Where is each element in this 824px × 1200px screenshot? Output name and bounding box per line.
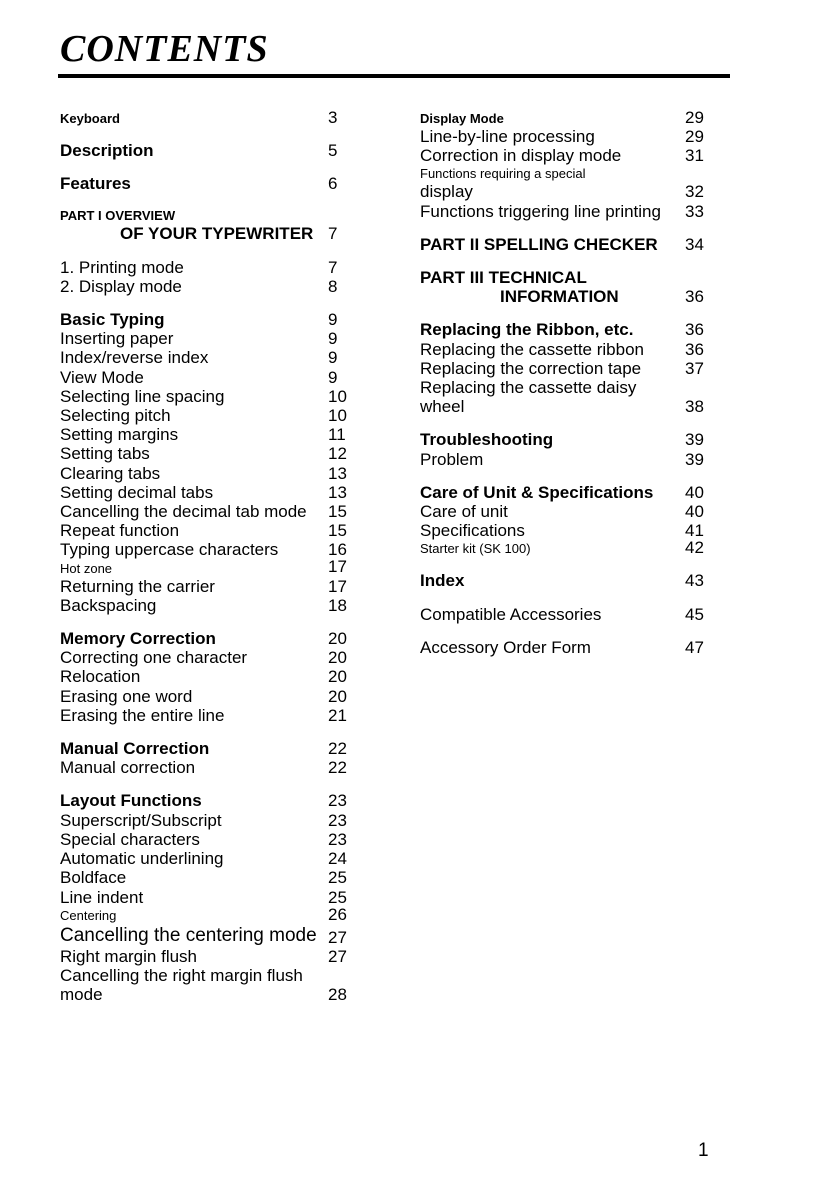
- toc-page-number: 47: [685, 637, 704, 657]
- page-number: 1: [698, 1140, 709, 1161]
- toc-entry: [60, 310, 368, 615]
- toc-entry: [420, 571, 725, 590]
- toc-page-number: 7: [328, 224, 338, 244]
- toc-page-number: 9: [328, 367, 338, 387]
- toc-page-number: 27: [328, 927, 347, 947]
- toc-line: Accessory Order Form: [420, 637, 591, 657]
- toc-line: Cancelling the right margin flush: [60, 965, 303, 985]
- toc-page-number: 29: [685, 127, 704, 146]
- toc-line: Superscript/Subscript: [60, 810, 222, 830]
- toc-page-number: 15: [328, 521, 347, 541]
- toc-page-number: 40: [685, 482, 704, 502]
- toc-line: Boldface: [60, 868, 127, 888]
- toc-line: Index: [420, 571, 465, 591]
- toc-page-number: 11: [328, 425, 346, 445]
- toc-line: Description: [60, 141, 154, 160]
- toc-line: PART II SPELLING CHECKER: [420, 234, 658, 254]
- toc-entry: [60, 207, 368, 243]
- toc-page-number: 8: [328, 276, 338, 296]
- toc-line: Layout Functions: [60, 791, 202, 811]
- toc-page-number: 22: [328, 758, 347, 778]
- toc-page-number: 28: [328, 985, 347, 1005]
- toc-line: Repeat function: [60, 521, 180, 541]
- toc-page-number: 20: [328, 667, 347, 687]
- toc-page-number: 21: [328, 705, 347, 725]
- toc-line: View Mode: [60, 367, 144, 387]
- toc-page-number: 27: [328, 946, 347, 966]
- toc-page-number: 40: [685, 502, 704, 522]
- toc-line: display: [420, 182, 473, 202]
- toc-page-number: 26: [328, 904, 347, 924]
- page-title: CONTENTS: [60, 28, 269, 70]
- toc-line: OF YOUR TYPEWRITER: [120, 224, 314, 244]
- toc-page-number: 10: [328, 406, 347, 426]
- toc-line: Manual Correction: [60, 739, 210, 759]
- toc-line: PART I OVERVIEW: [60, 208, 176, 224]
- toc-page-number: 45: [685, 604, 704, 624]
- toc-entry: [420, 605, 725, 624]
- toc-line: Compatible Accessories: [420, 604, 602, 624]
- toc-page-number: 7: [328, 257, 338, 277]
- toc-page-number: 33: [685, 201, 704, 221]
- toc-entry: [60, 629, 368, 725]
- toc-entry: [60, 174, 368, 193]
- toc-line: INFORMATION: [500, 287, 619, 307]
- toc-line: Care of unit: [420, 502, 508, 522]
- title-rule: [58, 74, 730, 78]
- toc-page-number: 23: [328, 791, 347, 811]
- toc-page-number: 36: [685, 320, 704, 340]
- toc-line: Keyboard: [60, 111, 120, 126]
- toc-line: Inserting paper: [60, 329, 174, 349]
- toc-line: Cancelling the centering mode: [60, 924, 317, 946]
- toc-page-number: 9: [328, 348, 338, 368]
- toc-line: Specifications: [420, 521, 525, 541]
- toc-page-number: 17: [328, 557, 347, 577]
- toc-entry: [60, 791, 368, 1004]
- toc-right-column: [420, 107, 725, 671]
- toc-entry: [420, 430, 725, 468]
- toc-line: Basic Typing: [60, 310, 165, 330]
- toc-line: Replacing the cassette daisy: [420, 378, 637, 398]
- toc-line: Typing uppercase characters: [60, 540, 279, 560]
- toc-line: Erasing the entire line: [60, 705, 225, 725]
- toc-page-number: 36: [685, 339, 704, 359]
- toc-left-column: [60, 107, 368, 1018]
- toc-line: Line-by-line processing: [420, 127, 595, 146]
- toc-line: Automatic underlining: [60, 849, 224, 869]
- toc-entry: [60, 258, 368, 296]
- toc-line: Index/reverse index: [60, 348, 209, 368]
- toc-line: Replacing the Ribbon, etc.: [420, 320, 634, 340]
- toc-page-number: 10: [328, 386, 347, 406]
- toc-line: Starter kit (SK 100): [420, 541, 531, 557]
- toc-line: Special characters: [60, 829, 200, 849]
- toc-line: Right margin flush: [60, 946, 198, 966]
- toc-entry: [420, 268, 725, 306]
- toc-page-number: 37: [685, 358, 704, 378]
- toc-line: Selecting line spacing: [60, 386, 225, 406]
- toc-line: Display Mode: [420, 111, 504, 126]
- toc-line: Erasing one word: [60, 686, 193, 706]
- toc-line: Line indent: [60, 887, 144, 907]
- toc-page-number: 29: [685, 107, 704, 127]
- toc-page-number: 41: [685, 521, 704, 541]
- toc-line: Correction in display mode: [420, 146, 622, 166]
- toc-line: Relocation: [60, 667, 141, 687]
- toc-entry: [420, 235, 725, 254]
- toc-page-number: 18: [328, 595, 347, 615]
- toc-page-number: 36: [685, 287, 704, 307]
- toc-page-number: 6: [328, 174, 338, 194]
- toc-entry: [60, 739, 368, 777]
- toc-page-number: 32: [685, 182, 704, 202]
- toc-entry: [60, 107, 368, 127]
- toc-page-number: 23: [328, 810, 347, 830]
- toc-line: Selecting pitch: [60, 406, 171, 426]
- toc-page-number: 43: [685, 571, 704, 591]
- toc-line: Features: [60, 174, 131, 194]
- toc-line: 1. Printing mode: [60, 257, 184, 277]
- toc-line: Returning the carrier: [60, 576, 215, 596]
- toc-entry: [420, 638, 725, 657]
- toc-page-number: 9: [328, 329, 338, 349]
- toc-page-number: 17: [328, 576, 347, 596]
- toc-page-number: 16: [328, 540, 347, 560]
- toc-line: Setting decimal tabs: [60, 482, 214, 502]
- toc-page-number: 5: [328, 141, 338, 160]
- toc-line: Hot zone: [60, 560, 113, 576]
- toc-page-number: 39: [685, 430, 704, 450]
- toc-page-number: 25: [328, 868, 347, 888]
- toc-page-number: 34: [685, 234, 704, 254]
- toc-page-number: 12: [328, 444, 347, 464]
- toc-page-number: 42: [685, 538, 704, 558]
- toc-line: Problem: [420, 449, 484, 469]
- toc-page-number: 20: [328, 648, 347, 668]
- toc-line: Memory Correction: [60, 629, 216, 649]
- toc-line: 2. Display mode: [60, 276, 182, 296]
- toc-entry: [420, 483, 725, 558]
- toc-page-number: 15: [328, 502, 347, 522]
- toc-line: Cancelling the decimal tab mode: [60, 502, 307, 522]
- toc-page-number: 23: [328, 829, 347, 849]
- toc-page-number: 3: [328, 107, 338, 127]
- toc-line: Replacing the correction tape: [420, 358, 642, 378]
- toc-page-number: 13: [328, 482, 347, 502]
- toc-entry: [60, 141, 368, 160]
- toc-line: Manual correction: [60, 758, 196, 778]
- toc-page-number: 38: [685, 397, 704, 417]
- toc-line: Care of Unit & Specifications: [420, 482, 654, 502]
- toc-line: Replacing the cassette ribbon: [420, 339, 644, 359]
- toc-line: Functions requiring a special: [420, 166, 586, 182]
- toc-line: Functions triggering line printing: [420, 201, 661, 221]
- toc-line: wheel: [420, 397, 465, 417]
- toc-line: Centering: [60, 907, 117, 923]
- toc-page-number: 13: [328, 463, 347, 483]
- toc-page-number: 39: [685, 449, 704, 469]
- toc-page-number: 20: [328, 629, 347, 649]
- toc-page-number: 25: [328, 887, 347, 907]
- toc-entry: [420, 107, 725, 221]
- toc-line: Correcting one character: [60, 648, 248, 668]
- toc-page-number: 22: [328, 739, 347, 759]
- toc-page-number: 9: [328, 310, 338, 330]
- toc-line: PART III TECHNICAL: [420, 268, 587, 288]
- toc-entry: [420, 320, 725, 416]
- toc-line: Troubleshooting: [420, 430, 554, 450]
- toc-page-number: 31: [685, 146, 704, 166]
- toc-line: mode: [60, 985, 103, 1005]
- toc-page-number: 20: [328, 686, 347, 706]
- toc-line: Backspacing: [60, 595, 157, 615]
- toc-line: Setting tabs: [60, 444, 150, 464]
- toc-line: Setting margins: [60, 425, 179, 445]
- toc-line: Clearing tabs: [60, 463, 161, 483]
- toc-page-number: 24: [328, 849, 347, 869]
